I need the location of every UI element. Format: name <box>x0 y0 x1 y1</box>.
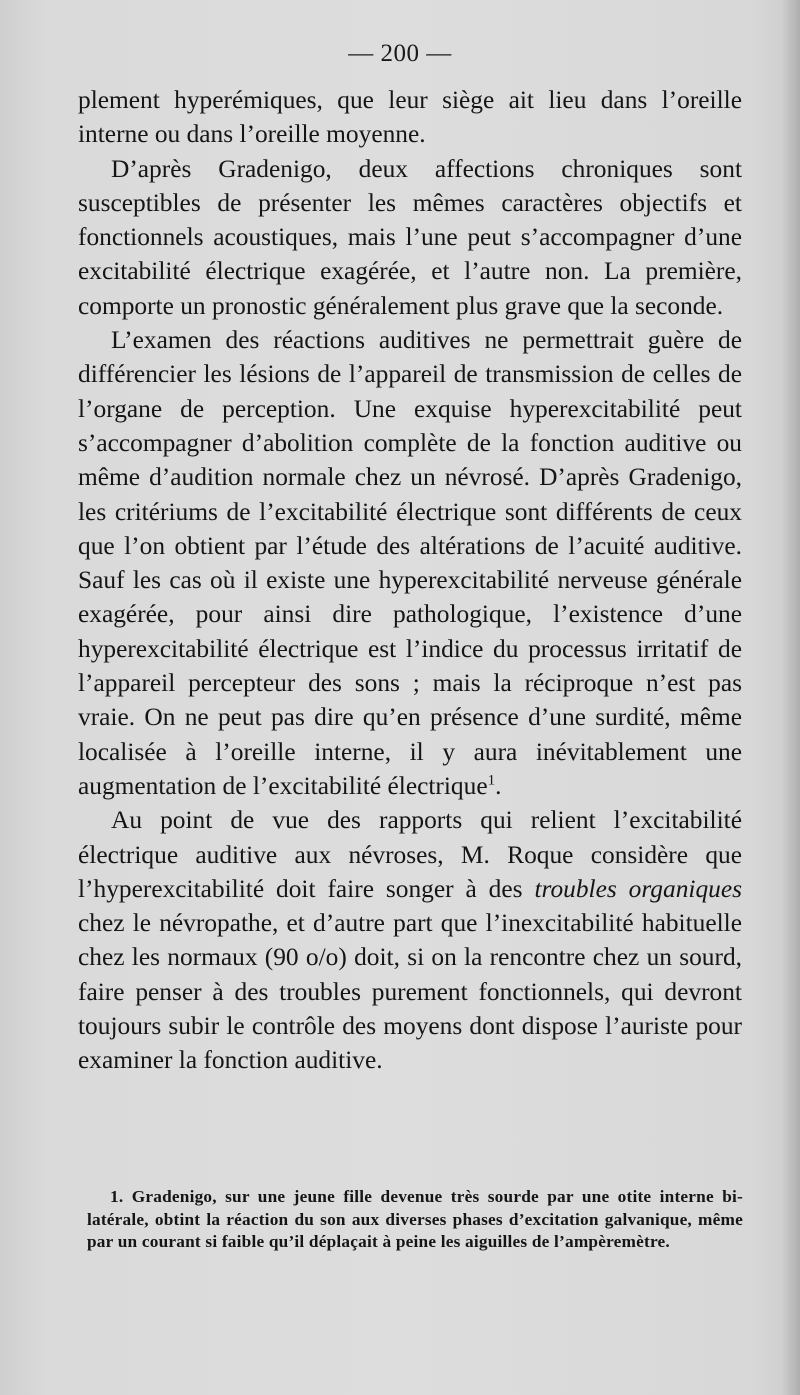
footnote-reference: 1 <box>487 772 496 789</box>
paragraph-roque-text-start: Au point de vue des rapports qui relient l’excitabilité électrique auditive aux névroses, M. Roque considère que l’hyperexcitabilité doit faire songer à des <box>78 806 742 903</box>
page-number: — 200 — <box>348 40 452 67</box>
paragraph-auditory-reactions <box>78 323 742 803</box>
body-text <box>78 83 742 1078</box>
footnote <box>87 1186 743 1254</box>
paragraph-roque-text-end: chez le névropathe, et d’autre part que l’inexcitabilité habituelle chez les normaux (90 o/o) doit, si on la rencontre chez un sourd, faire penser à des troubles purement fonctionnels, qui devront toujours subir le contrôle des moyens dont dispose l’auriste pour examiner la fonction auditive. <box>78 909 742 1075</box>
paragraph-roque-neuroses <box>78 803 742 1077</box>
paragraph-auditory-reactions-text: L’examen des réactions auditives ne permettrait guère de différencier les lésions de l’appareil de transmission de celles de l’organe de perception. Une exquise hyperexcitabilité peut s’accompagner d’abolition complète de la fonction auditive ou même d’audition normale chez un névrosé. D’après Gradenigo, les critériums de l’excitabilité électrique sont différents de ceux que l’on obtient par l’étude des altérations de l’acuité auditive. Sauf les cas où il existe une hyperexcitabilité nerveuse générale exagérée, pour ainsi dire pathologique, l’existence d’une hyperexcitabilité électrique est l’indice du processus irritatif de l’appareil percepteur des sons ; mais la réciproque n’est pas vraie. On ne peut pas dire qu’en présence d’une surdité, même localisée à l’oreille interne, il y aura inévitablement une augmentation de l’excitabilité électrique <box>78 326 742 800</box>
paragraph-continued: plement hyperémiques, que leur siège ait lieu dans l’oreille interne ou dans l’oreille moyenne. <box>78 86 742 149</box>
page-spine-shadow <box>782 0 800 1395</box>
paragraph-auditory-reactions-end: . <box>495 771 502 800</box>
paragraph-gradenigo-affections: D’après Gradenigo, deux affections chroniques sont susceptibles de présenter les mêmes caractères objectifs et fonctionnels acoustiques, mais l’une peut s’accompagner d’une excitabilité électrique exagérée, et l’autre non. La première, comporte un pronostic généralement plus grave que la seconde. <box>78 154 742 320</box>
footnote-text: 1. Gradenigo, sur une jeune fille devenue très sourde par une otite interne bi-latérale, obtint la réaction du son aux diverses phases d’excitation galvanique, même par un courant si faible qu’il déplaçait à peine les aiguilles de l’ampèremètre. <box>87 1187 743 1252</box>
italic-phrase: troubles organiques <box>534 874 742 903</box>
